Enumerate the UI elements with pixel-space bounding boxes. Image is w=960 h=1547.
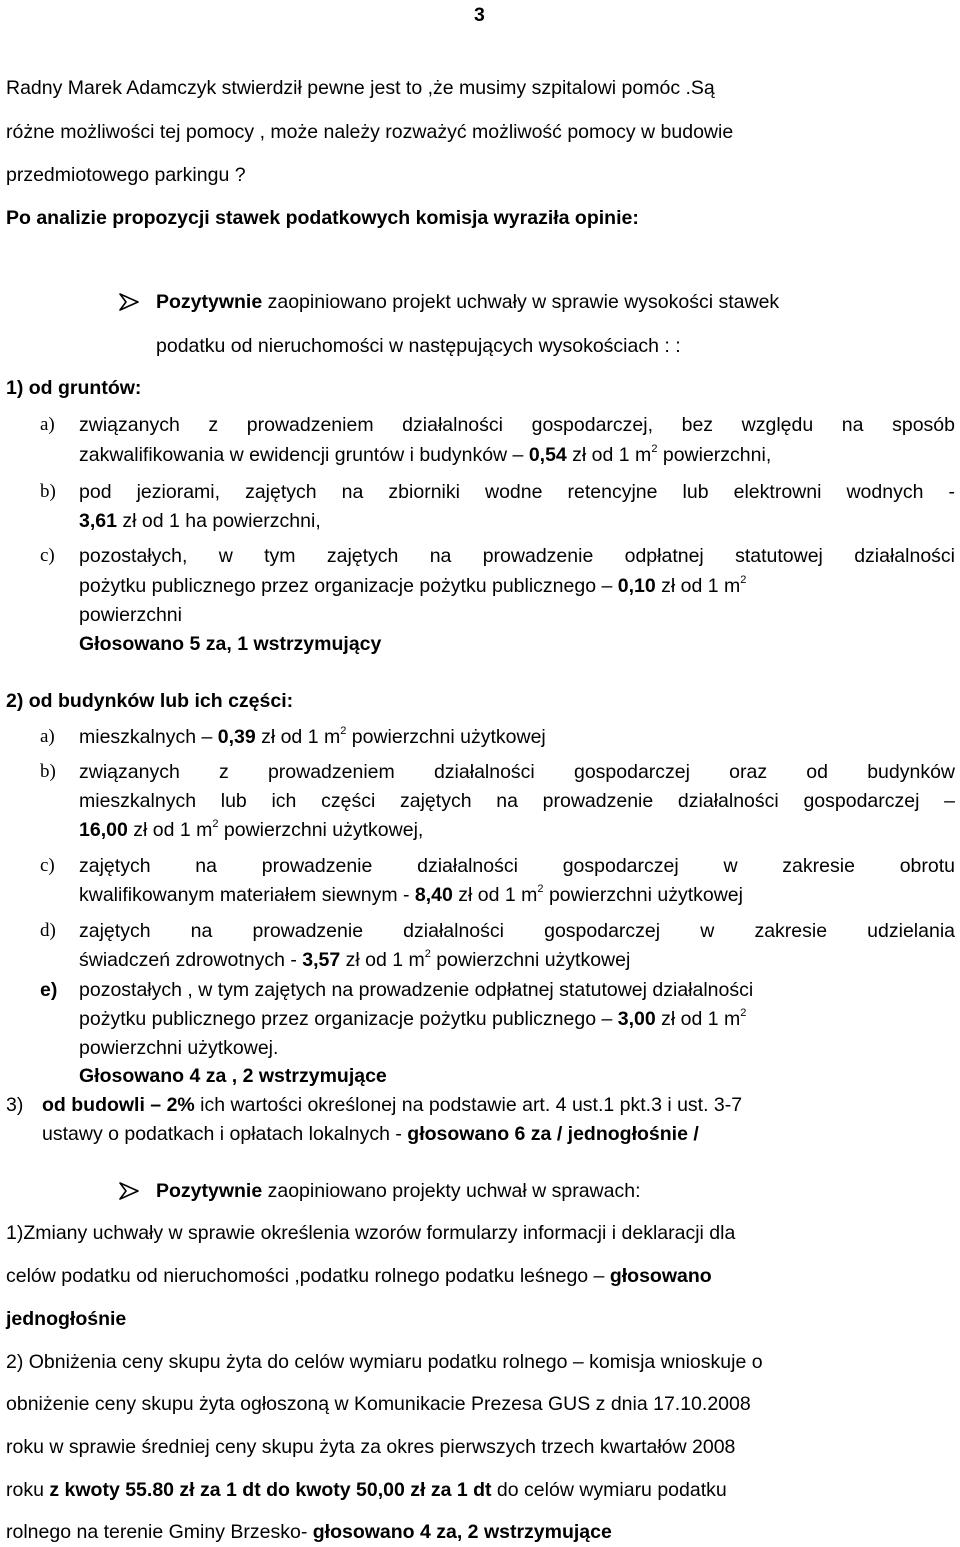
section-heading: Po analizie propozycji stawek podatkowych komisja wyraziła opinie: [6,207,639,229]
rate-value: 16,00 [79,819,128,841]
item-1c-line-1: pozostałych, w tym zajętych na prowadzenie odpłatnej statutowej działalności [79,545,955,567]
text: świadczeń zdrowotnych - [79,949,303,971]
text: zakwalifikowania w ewidencji gruntów i budynków – [79,444,529,466]
item-2e-line-1: pozostałych , w tym zajętych na prowadzenie odpłatnej statutowej działalności [79,979,754,1001]
item-1b-line-1: pod jeziorami, zajętych na zbiorniki wodne retencyjne lub elektrowni wodnych - [79,481,955,503]
opinion-1-line-2: podatku od nieruchomości w następujących wysokościach : : [156,335,681,357]
text: zł od 1 m [655,1008,741,1030]
item-1-line-1: 1)Zmiany uchwały w sprawie określenia wzorów formularzy informacji i deklaracji dla [6,1222,736,1244]
item-1-line-3: jednogłośnie [6,1308,127,1330]
intro-line-2: różne możliwości tej pomocy , może należy rozważyć możliwość pomocy w budowie [6,121,734,143]
section-3-number: 3) [6,1094,24,1116]
text: pożytku publicznego przez organizacje pożytku publicznego – [79,575,618,597]
rate-value: 3,00 [617,1008,656,1030]
rate-value: 0,39 [217,726,256,748]
text: zł od 1 m [452,884,538,906]
item-1a-line-1: związanych z prowadzeniem działalności gospodarczej, bez względu na sposób [79,414,955,436]
item-2-line-3: roku w sprawie średniej ceny skupu żyta za okres pierwszych trzech kwartałów 2008 [6,1436,736,1458]
intro-line-1: Radny Marek Adamczyk stwierdził pewne jest to ,że musimy szpitalowi pomóc .Są [6,77,715,99]
vote-result-2: Głosowano 4 za , 2 wstrzymujące [79,1065,387,1087]
opinion-1-bold: Pozytywnie [156,291,263,313]
arrow-bullet-icon [118,1180,140,1202]
page-number: 3 [474,4,485,26]
opinion-2-line [156,1179,640,1203]
superscript: 2 [212,817,219,830]
item-label-2b: b) [40,761,56,782]
item-1-line-2 [6,1264,712,1288]
item-label-1c: c) [40,545,55,566]
item-2b-line-2: mieszkalnych lub ich części zajętych na prowadzenie działalności gospodarczej – [79,790,955,812]
rate-value: 3,57 [302,949,341,971]
item-2e-line-3: powierzchni użytkowej. [79,1037,279,1059]
item-2-line-2: obniżenie ceny skupu żyta ogłoszoną w Komunikacie Prezesa GUS z dnia 17.10.2008 [6,1393,751,1415]
arrow-bullet-icon [118,291,140,313]
text: powierzchni użytkowej [430,949,631,971]
item-2b-line-1: związanych z prowadzeniem działalności gospodarczej oraz od budynków [79,761,955,783]
item-label-2c: c) [40,855,55,876]
text: ich wartości określonej na podstawie art. 4 ust.1 pkt.3 i ust. 3-7 [194,1094,743,1116]
section-1-title: 1) od gruntów: [6,377,142,399]
text: od budowli – 2% [42,1094,195,1116]
opinion-2-bold: Pozytywnie [156,1180,263,1202]
text: zł od 1 m [340,949,425,971]
item-2-line-4 [6,1478,727,1502]
section-2-title: 2) od budynków lub ich części: [6,690,294,712]
superscript: 2 [740,573,747,586]
text: zł od 1 m [566,444,652,466]
item-2c-line-2 [79,883,743,907]
intro-line-3: przedmiotowego parkingu ? [6,164,246,186]
superscript: 2 [340,724,347,737]
vote-result-1: Głosowano 5 za, 1 wstrzymujący [79,633,382,655]
item-1c-line-2 [79,574,746,598]
text: powierzchni, [657,444,772,466]
text: z kwoty 55.80 zł za 1 dt do kwoty 50,00 zł za 1 dt [49,1479,492,1501]
item-2e-line-2 [79,1007,746,1031]
section-3-line-2 [42,1122,699,1146]
item-2d-line-2 [79,948,630,972]
text: powierzchni użytkowej, [218,819,424,841]
vote-result-3: głosowano 6 za / jednogłośnie / [407,1123,699,1145]
item-label-2a: a) [40,726,55,747]
item-2b-line-3 [79,818,423,842]
rate-value: 8,40 [414,884,453,906]
superscript: 2 [740,1006,747,1019]
item-2d-line-1: zajętych na prowadzenie działalności gospodarczej w zakresie udzielania [79,920,955,942]
opinion-1-line-1 [156,290,779,314]
item-2a-line-1 [79,725,546,749]
text: do celów wymiaru podatku [491,1479,727,1501]
rate-value: 3,61 [79,510,117,532]
item-2c-line-1: zajętych na prowadzenie działalności gospodarczej w zakresie obrotu [79,855,955,877]
text: głosowano [609,1265,712,1287]
superscript: 2 [651,442,658,455]
text: powierzchni użytkowej [346,726,546,748]
text: zł od 1 m [255,726,341,748]
text: kwalifikowanym materiałem siewnym - [79,884,415,906]
item-1c-line-3: powierzchni [79,604,182,626]
text: roku [6,1479,50,1501]
text: zł od 1 m [655,575,741,597]
superscript: 2 [424,947,431,960]
item-1a-line-2 [79,443,771,467]
text: rolnego na terenie Gminy Brzesko- [6,1521,313,1543]
item-label-2d: d) [40,920,56,941]
opinion-2-rest: zaopiniowano projekty uchwał w sprawach: [262,1180,641,1202]
rate-value: 0,54 [528,444,567,466]
text: zł od 1 ha powierzchni, [116,510,321,532]
item-label-1a: a) [40,414,55,435]
item-2-line-5 [6,1520,612,1544]
section-3-line-1 [42,1093,742,1117]
text: mieszkalnych – [79,726,218,748]
item-2-line-1: 2) Obniżenia ceny skupu żyta do celów wymiaru podatku rolnego – komisja wnioskuje o [6,1351,763,1373]
text: powierzchni użytkowej [543,884,743,906]
text: celów podatku od nieruchomości ,podatku rolnego podatku leśnego – [6,1265,610,1287]
rate-value: 0,10 [617,575,656,597]
superscript: 2 [537,882,544,895]
vote-result-item-2: głosowano 4 za, 2 wstrzymujące [312,1521,612,1543]
item-label-1b: b) [40,481,56,502]
item-label-2e: e) [40,979,58,1001]
text: pożytku publicznego przez organizacje pożytku publicznego – [79,1008,618,1030]
item-1b-line-2 [79,509,321,533]
text: ustawy o podatkach i opłatach lokalnych - [42,1123,408,1145]
text: zł od 1 m [127,819,213,841]
opinion-1-rest: zaopiniowano projekt uchwały w sprawie wysokości stawek [262,291,780,313]
